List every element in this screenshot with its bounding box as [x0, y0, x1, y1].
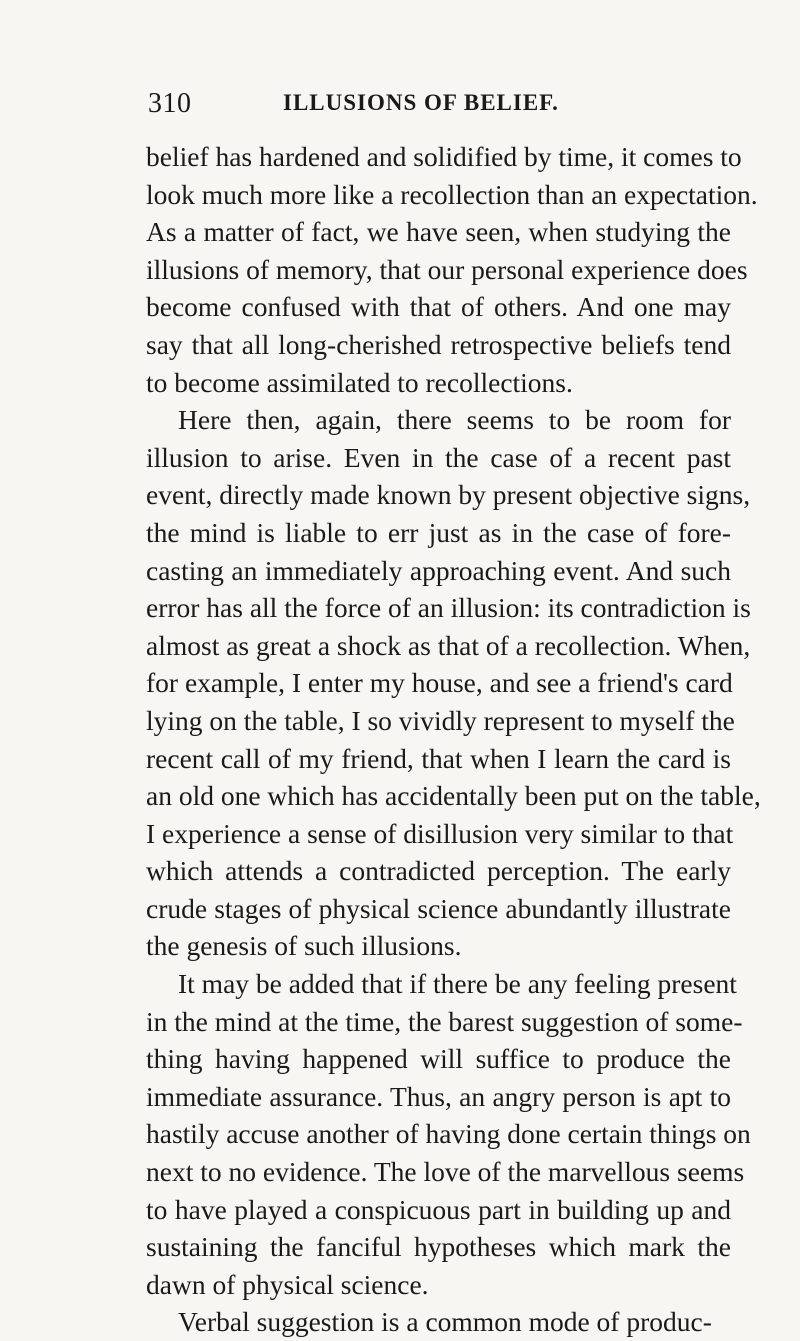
- text-line: next to no evidence. The love of the marvellous seems: [146, 1156, 745, 1188]
- text-line: illusions of memory, that our personal experience does: [146, 253, 748, 285]
- text-line: crude stages of physical science abundantly illustrate: [146, 892, 731, 924]
- text-line: casting an immediately approaching event. And such: [146, 554, 731, 586]
- text-line: which attends a contradicted perception. The early: [146, 855, 731, 887]
- text-line: lying on the table, I so vividly represent to myself the: [146, 704, 735, 736]
- text-line: look much more like a recollection than an expectation.: [146, 178, 758, 210]
- text-line: recent call of my friend, that when I learn the card is: [146, 742, 731, 774]
- text-line: It may be added that if there be any feeling present: [178, 968, 737, 1000]
- text-line: I experience a sense of disillusion very similar to that: [146, 817, 734, 849]
- text-line: the genesis of such illusions.: [146, 930, 462, 962]
- text-line: say that all long-cherished retrospective beliefs tend: [146, 328, 731, 360]
- text-line: belief has hardened and solidified by time, it comes to: [146, 141, 742, 172]
- text-line: Here then, again, there seems to be room for: [178, 404, 731, 436]
- text-line: to become assimilated to recollections.: [146, 366, 573, 398]
- text-line: error has all the force of an illusion: its contradiction is: [146, 592, 751, 624]
- text-line: become confused with that of others. And one may: [146, 291, 731, 323]
- text-line: As a matter of fact, we have seen, when studying the: [146, 216, 731, 248]
- text-line: hastily accuse another of having done certain things on: [146, 1118, 751, 1150]
- running-head: [148, 88, 728, 122]
- text-line: sustaining the fanciful hypotheses which mark the: [146, 1231, 731, 1263]
- text-line: for example, I enter my house, and see a friend's card: [146, 667, 733, 699]
- text-line: dawn of physical science.: [146, 1268, 429, 1300]
- text-line: the mind is liable to err just as in the case of fore-: [146, 516, 731, 548]
- text-line: illusion to arise. Even in the case of a recent past: [146, 441, 731, 473]
- text-line: event, directly made known by present objective signs,: [146, 479, 751, 511]
- text-line: almost as great a shock as that of a recollection. When,: [146, 629, 751, 661]
- text-line: immediate assurance. Thus, an angry person is apt to: [146, 1080, 731, 1112]
- body-text: [146, 138, 761, 1341]
- page-number: 310: [148, 88, 192, 119]
- text-line: Verbal suggestion is a common mode of produc-: [178, 1306, 712, 1338]
- text-line: thing having happened will suffice to produce the: [146, 1043, 731, 1075]
- chapter-title: ILLUSIONS OF BELIEF.: [283, 90, 559, 115]
- text-line: to have played a conspicuous part in building up and: [146, 1193, 731, 1225]
- text-line: in the mind at the time, the barest suggestion of some-: [146, 1005, 743, 1037]
- text-line: an old one which has accidentally been put on the table,: [146, 780, 761, 812]
